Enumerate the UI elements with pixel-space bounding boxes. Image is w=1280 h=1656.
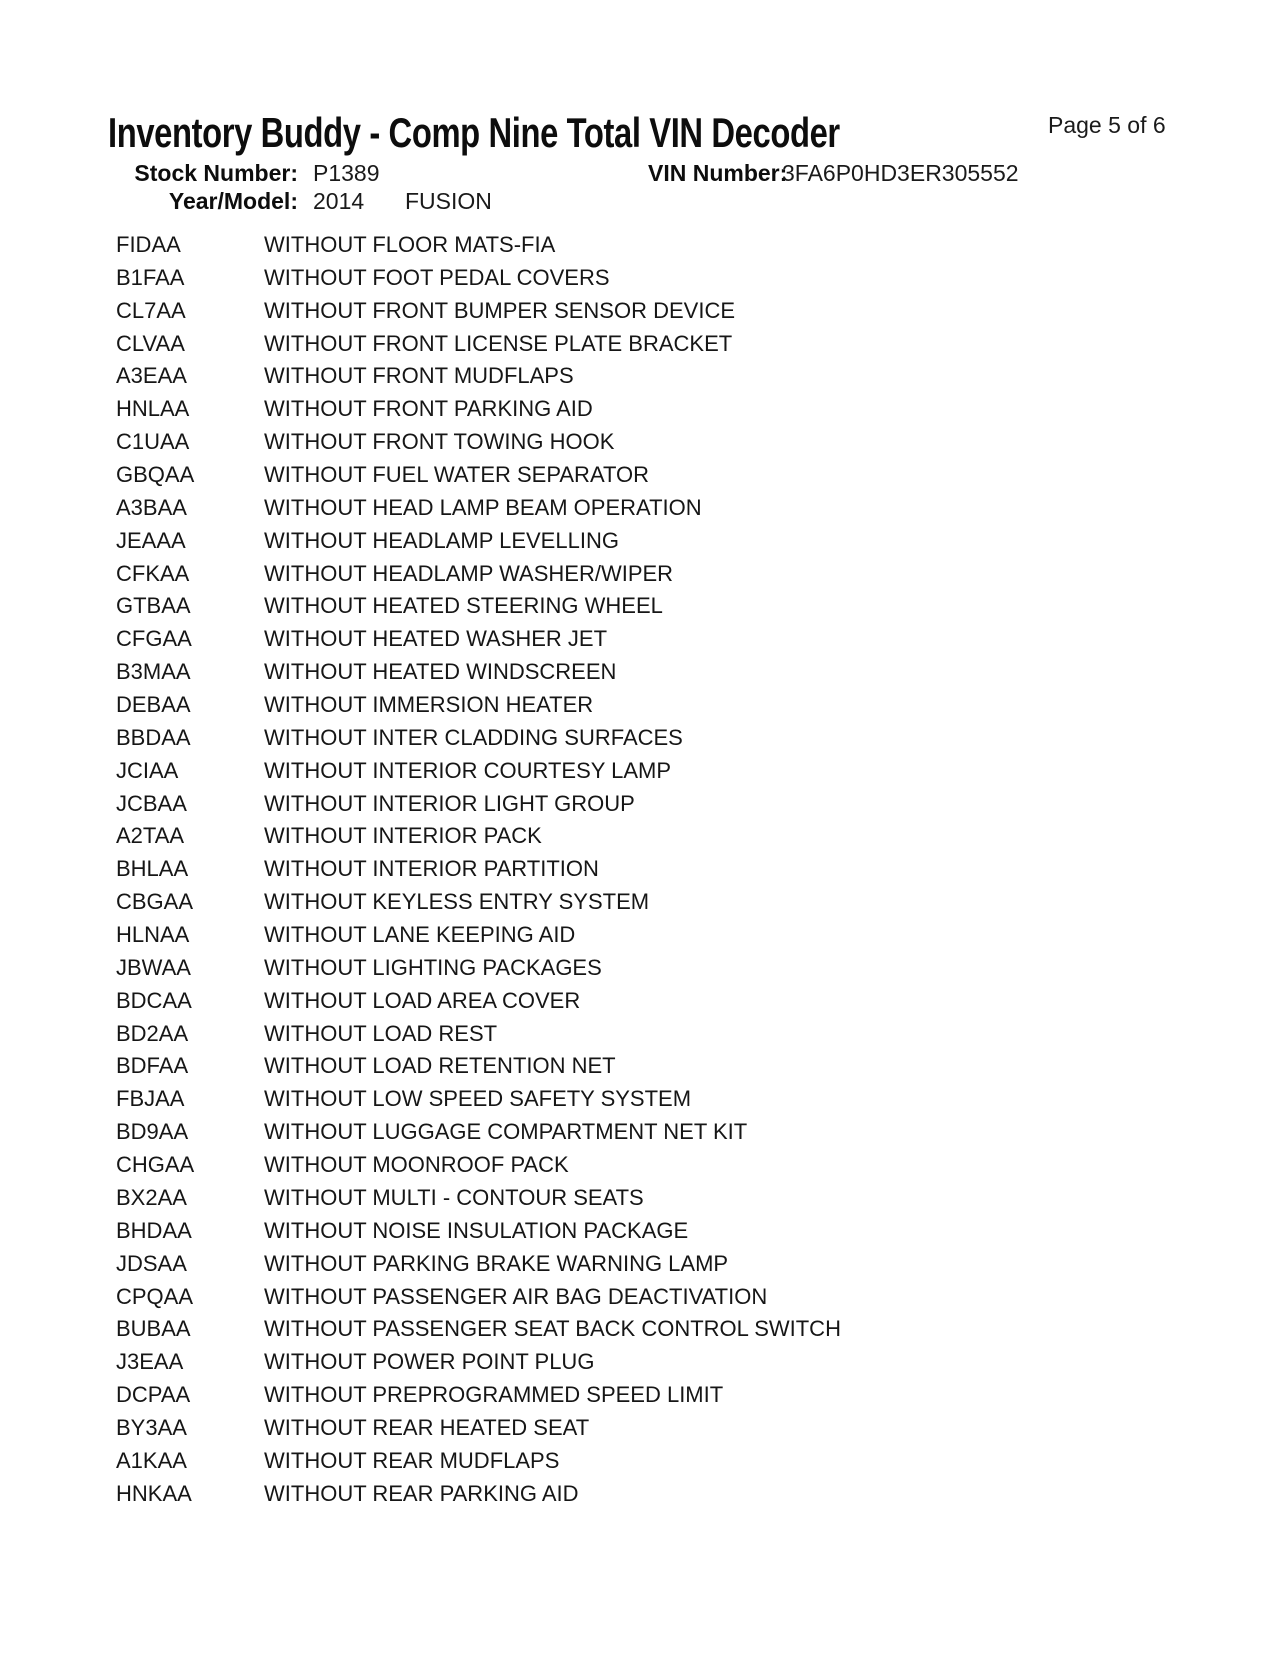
option-code: JCBAA <box>116 790 187 816</box>
option-code: A3EAA <box>116 363 187 389</box>
option-description: WITHOUT REAR MUDFLAPS <box>264 1447 560 1473</box>
option-description: WITHOUT KEYLESS ENTRY SYSTEM <box>264 889 650 915</box>
option-description: WITHOUT MULTI - CONTOUR SEATS <box>264 1184 644 1210</box>
option-row <box>116 328 1216 361</box>
year-model-label: Year/Model: <box>168 188 298 214</box>
option-code: CFKAA <box>116 560 190 586</box>
option-description: WITHOUT FUEL WATER SEPARATOR <box>264 462 650 488</box>
option-description: WITHOUT PASSENGER SEAT BACK CONTROL SWITCH <box>264 1316 841 1342</box>
option-row <box>116 360 1216 393</box>
option-row <box>116 1478 1216 1511</box>
option-row <box>116 229 1216 262</box>
option-description: WITHOUT FRONT TOWING HOOK <box>264 429 615 455</box>
option-row <box>116 886 1216 919</box>
option-row <box>116 656 1216 689</box>
option-description: WITHOUT INTER CLADDING SURFACES <box>264 724 683 750</box>
year-value: 2014 <box>313 188 365 214</box>
option-code: HNKAA <box>116 1480 192 1506</box>
option-row <box>116 492 1216 525</box>
vin-number-label: VIN Number: <box>648 160 788 186</box>
option-row <box>116 262 1216 295</box>
option-description: WITHOUT FRONT PARKING AID <box>264 396 593 422</box>
option-code: BD2AA <box>116 1020 189 1046</box>
option-code: GBQAA <box>116 462 195 488</box>
option-description: WITHOUT LANE KEEPING AID <box>264 922 576 948</box>
option-code: BX2AA <box>116 1184 187 1210</box>
page-number-indicator: Page 5 of 6 <box>1048 112 1166 138</box>
option-description: WITHOUT INTERIOR PACK <box>264 823 542 849</box>
option-description: WITHOUT PASSENGER AIR BAG DEACTIVATION <box>264 1283 768 1309</box>
option-code: B3MAA <box>116 659 191 685</box>
option-code: CHGAA <box>116 1152 195 1178</box>
option-row <box>116 722 1216 755</box>
option-row <box>116 1215 1216 1248</box>
option-row <box>116 1182 1216 1215</box>
option-description: WITHOUT HEATED WASHER JET <box>264 626 608 652</box>
option-code: BDCAA <box>116 987 192 1013</box>
option-code: BBDAA <box>116 724 191 750</box>
option-row <box>116 525 1216 558</box>
option-description: WITHOUT INTERIOR LIGHT GROUP <box>264 790 635 816</box>
option-code: BHLAA <box>116 856 189 882</box>
option-code: DCPAA <box>116 1382 191 1408</box>
options-list <box>116 229 1216 1511</box>
option-code: BDFAA <box>116 1053 189 1079</box>
option-code: HNLAA <box>116 396 190 422</box>
option-row <box>116 1083 1216 1116</box>
option-code: A3BAA <box>116 494 187 520</box>
option-description: WITHOUT INTERIOR COURTESY LAMP <box>264 757 672 783</box>
option-code: B1FAA <box>116 264 185 290</box>
option-code: GTBAA <box>116 593 191 619</box>
option-description: WITHOUT LIGHTING PACKAGES <box>264 954 602 980</box>
option-code: JEAAA <box>116 527 186 553</box>
option-code: A2TAA <box>116 823 185 849</box>
option-row <box>116 1346 1216 1379</box>
option-row <box>116 919 1216 952</box>
option-code: CLVAA <box>116 330 185 356</box>
option-description: WITHOUT REAR PARKING AID <box>264 1480 579 1506</box>
option-code: CPQAA <box>116 1283 194 1309</box>
option-description: WITHOUT HEATED STEERING WHEEL <box>264 593 663 619</box>
option-code: JCIAA <box>116 757 179 783</box>
option-description: WITHOUT HEAD LAMP BEAM OPERATION <box>264 494 702 520</box>
option-description: WITHOUT HEATED WINDSCREEN <box>264 659 617 685</box>
option-row <box>116 295 1216 328</box>
option-description: WITHOUT LOAD RETENTION NET <box>264 1053 616 1079</box>
option-description: WITHOUT LUGGAGE COMPARTMENT NET KIT <box>264 1119 748 1145</box>
option-row <box>116 985 1216 1018</box>
stock-number-label: Stock Number: <box>134 160 298 186</box>
option-description: WITHOUT REAR HEATED SEAT <box>264 1414 590 1440</box>
option-code: CBGAA <box>116 889 194 915</box>
option-row <box>116 689 1216 722</box>
option-row <box>116 788 1216 821</box>
option-description: WITHOUT IMMERSION HEATER <box>264 692 594 718</box>
option-row <box>116 1149 1216 1182</box>
option-row <box>116 755 1216 788</box>
option-row <box>116 1313 1216 1346</box>
option-code: CL7AA <box>116 297 186 323</box>
option-description: WITHOUT LOAD REST <box>264 1020 498 1046</box>
option-description: WITHOUT MOONROOF PACK <box>264 1152 569 1178</box>
option-code: BUBAA <box>116 1316 191 1342</box>
option-description: WITHOUT PARKING BRAKE WARNING LAMP <box>264 1250 729 1276</box>
option-row <box>116 952 1216 985</box>
option-code: CFGAA <box>116 626 192 652</box>
option-row <box>116 820 1216 853</box>
option-code: HLNAA <box>116 922 190 948</box>
option-row <box>116 1018 1216 1051</box>
option-description: WITHOUT LOAD AREA COVER <box>264 987 581 1013</box>
option-row <box>116 853 1216 886</box>
option-row <box>116 558 1216 591</box>
option-row <box>116 1248 1216 1281</box>
option-description: WITHOUT FOOT PEDAL COVERS <box>264 264 610 290</box>
option-row <box>116 1116 1216 1149</box>
option-code: C1UAA <box>116 429 190 455</box>
option-description: WITHOUT LOW SPEED SAFETY SYSTEM <box>264 1086 692 1112</box>
option-row <box>116 393 1216 426</box>
option-description: WITHOUT INTERIOR PARTITION <box>264 856 599 882</box>
option-description: WITHOUT NOISE INSULATION PACKAGE <box>264 1217 689 1243</box>
option-description: WITHOUT HEADLAMP LEVELLING <box>264 527 619 553</box>
option-code: J3EAA <box>116 1349 184 1375</box>
option-description: WITHOUT POWER POINT PLUG <box>264 1349 595 1375</box>
option-row <box>116 1445 1216 1478</box>
vin-number-value: 3FA6P0HD3ER305552 <box>782 160 1019 186</box>
option-code: JBWAA <box>116 954 191 980</box>
option-description: WITHOUT HEADLAMP WASHER/WIPER <box>264 560 674 586</box>
option-code: FIDAA <box>116 232 181 257</box>
option-description: WITHOUT FLOOR MATS-FIA <box>264 232 556 257</box>
option-code: BD9AA <box>116 1119 189 1145</box>
option-row <box>116 426 1216 459</box>
option-code: BY3AA <box>116 1414 187 1440</box>
option-row <box>116 1412 1216 1445</box>
option-code: A1KAA <box>116 1447 187 1473</box>
option-code: DEBAA <box>116 692 191 718</box>
option-code: JDSAA <box>116 1250 187 1276</box>
option-row <box>116 1281 1216 1314</box>
option-row <box>116 1050 1216 1083</box>
option-row <box>116 623 1216 656</box>
option-description: WITHOUT FRONT BUMPER SENSOR DEVICE <box>264 297 736 323</box>
option-description: WITHOUT PREPROGRAMMED SPEED LIMIT <box>264 1382 724 1408</box>
option-row <box>116 459 1216 492</box>
stock-number-value: P1389 <box>313 160 380 186</box>
option-description: WITHOUT FRONT MUDFLAPS <box>264 363 574 389</box>
option-row <box>116 590 1216 623</box>
option-row <box>116 1379 1216 1412</box>
option-description: WITHOUT FRONT LICENSE PLATE BRACKET <box>264 330 733 356</box>
option-code: FBJAA <box>116 1086 185 1112</box>
option-code: BHDAA <box>116 1217 192 1243</box>
page-title: Inventory Buddy - Comp Nine Total VIN Decoder <box>108 109 840 156</box>
model-value: FUSION <box>405 188 492 214</box>
